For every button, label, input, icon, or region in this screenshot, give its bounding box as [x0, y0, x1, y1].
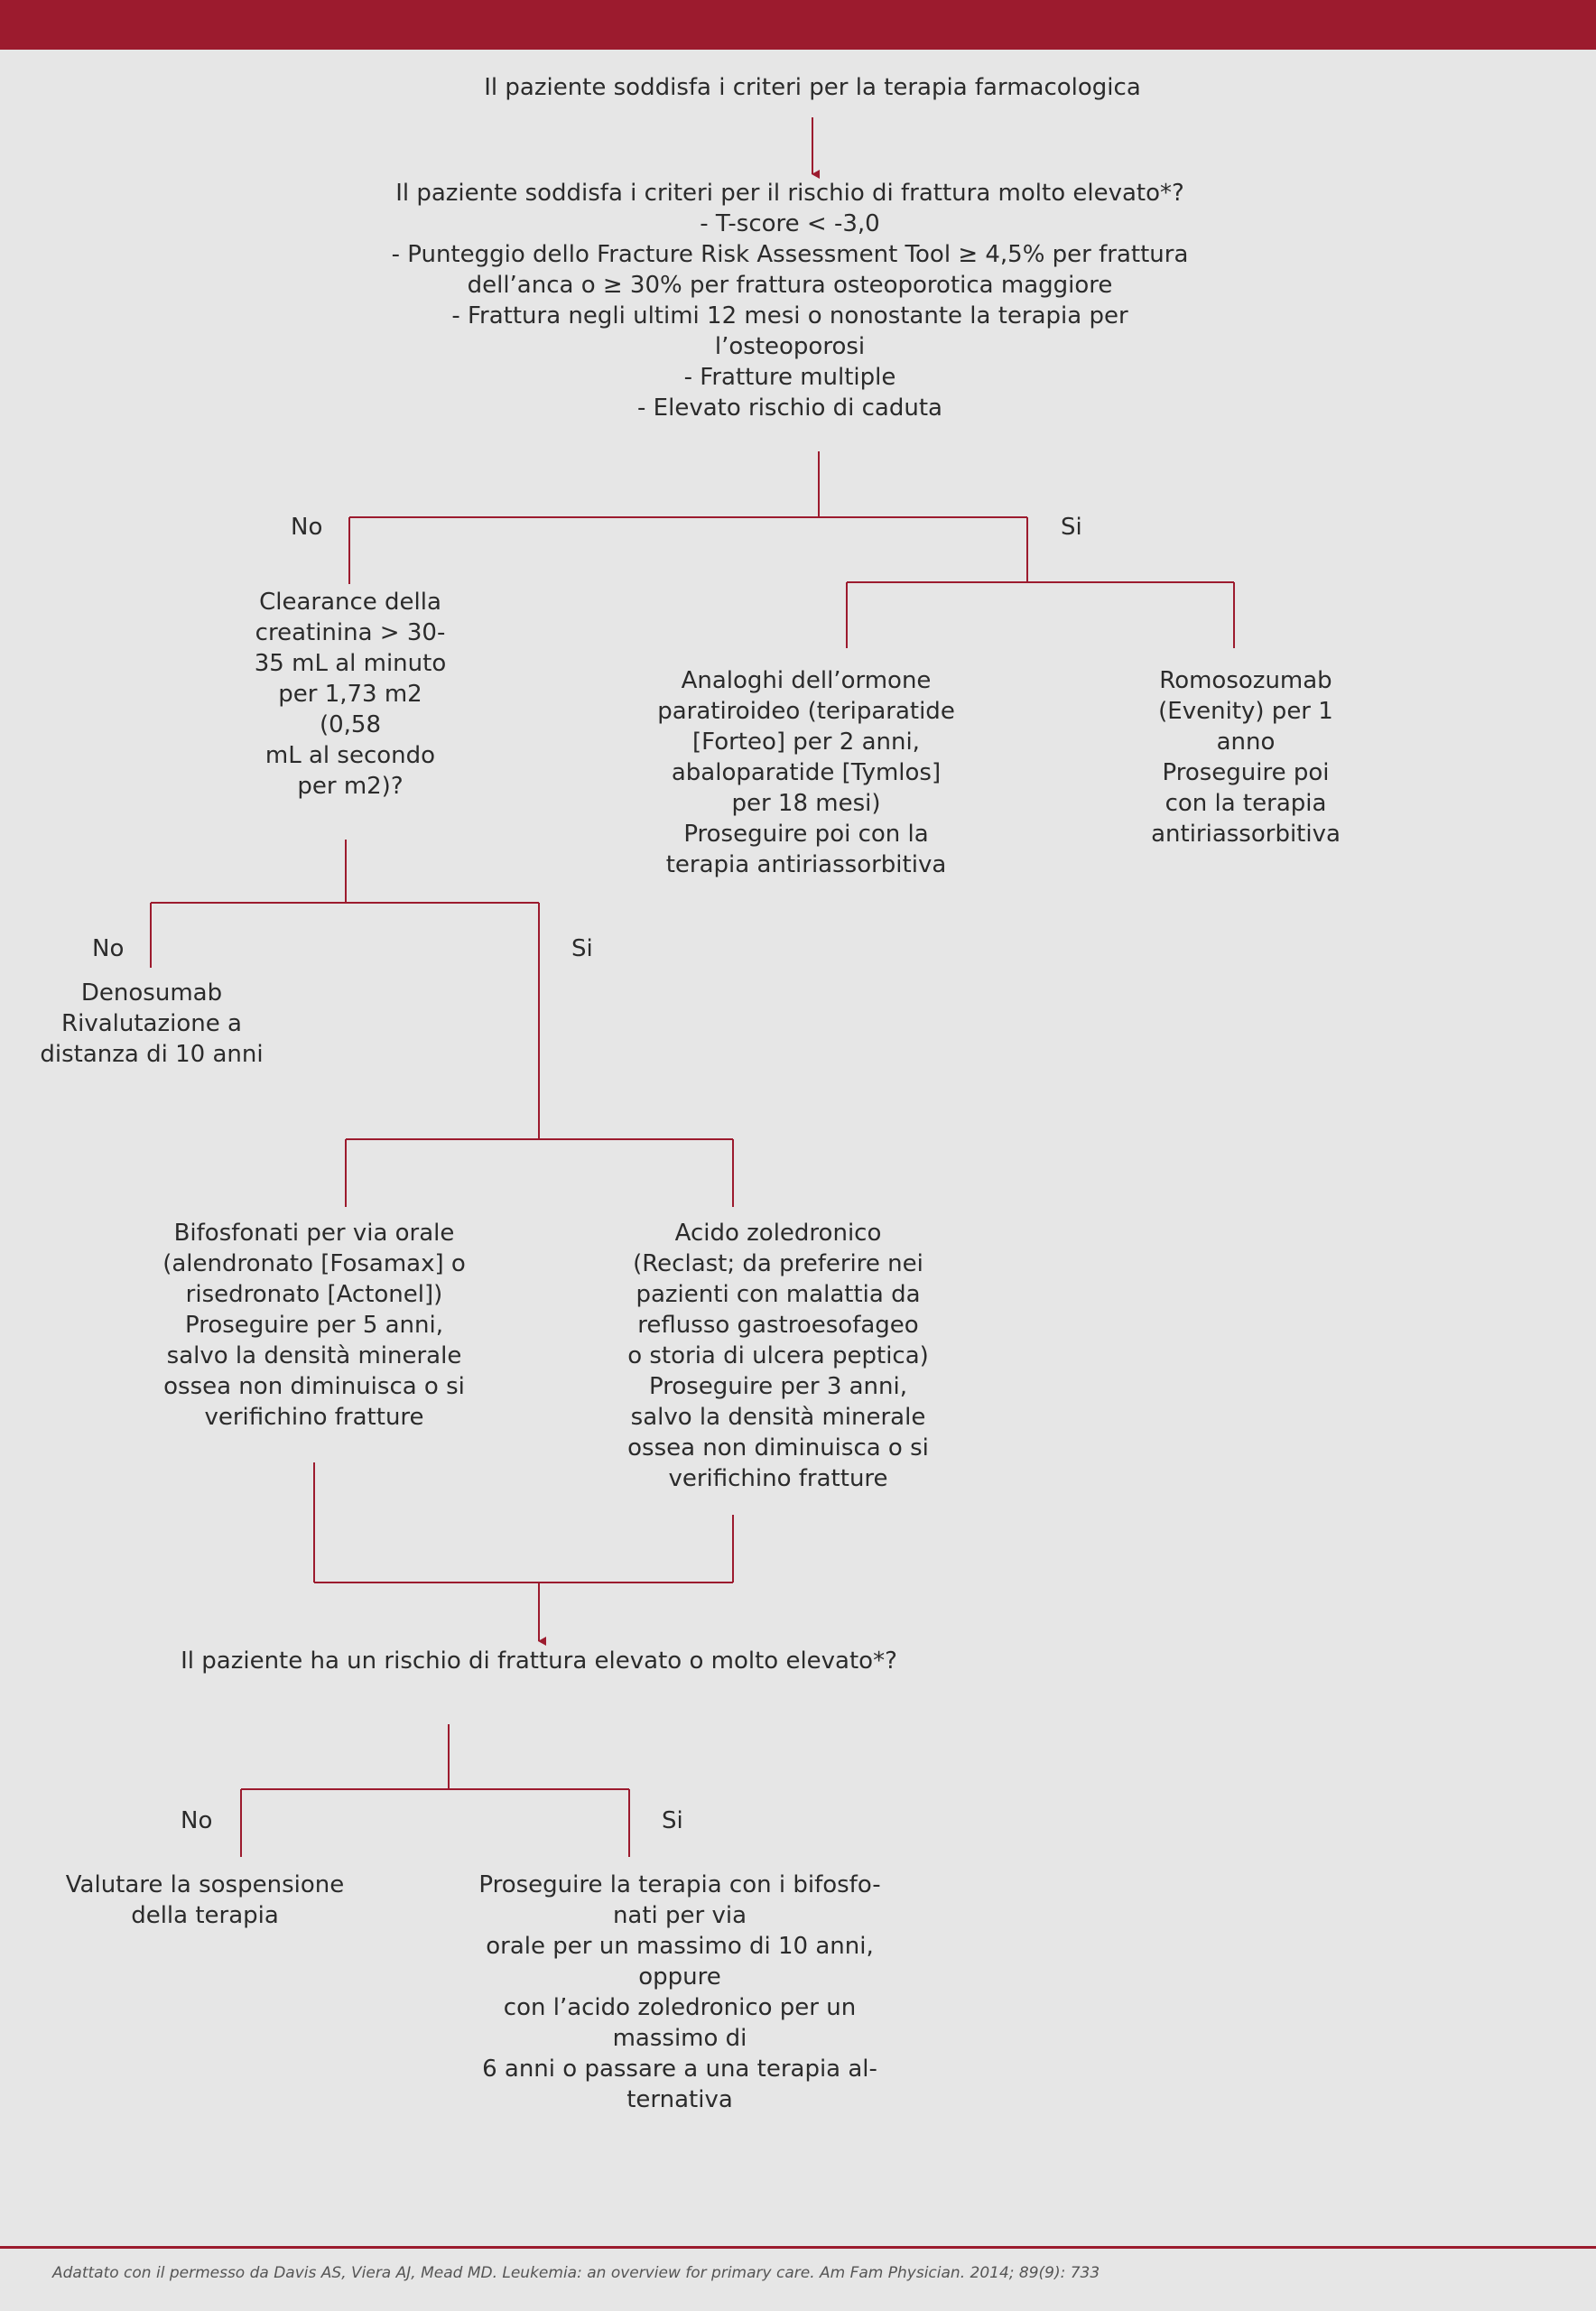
node-text-line: con la terapia — [1165, 790, 1327, 817]
node-text-line: per 18 mesi) — [731, 790, 881, 817]
branch-label-si: Si — [1061, 514, 1082, 541]
branch-label-si: Si — [571, 935, 593, 962]
node-text-line: reflusso gastroesofageo — [637, 1312, 919, 1339]
node-text-line: Proseguire poi con la — [683, 821, 929, 848]
node-text-line: creatinina > 30- — [255, 619, 446, 646]
node-text-line: [Forteo] per 2 anni, — [692, 729, 920, 756]
high-risk-question — [181, 1646, 897, 1676]
node-text-line: verifichino fratture — [668, 1465, 888, 1492]
node-text-line: dell’anca o ≥ 30% per frattura osteoporotica maggiore — [467, 272, 1113, 299]
node-text-line: terapia antiriassorbitiva — [665, 851, 947, 878]
node-text-line: (0,58 — [319, 711, 382, 738]
node-text-line: antiriassorbitiva — [1151, 821, 1341, 848]
suspend-therapy-node — [66, 1870, 344, 1931]
node-text-line: pazienti con malattia da — [636, 1281, 921, 1308]
node-text-line: verifichino fratture — [204, 1404, 424, 1431]
node-text-line: Romosozumab — [1159, 667, 1332, 694]
denosumab-node — [40, 978, 263, 1070]
node-text-line: - Punteggio dello Fracture Risk Assessment Tool ≥ 4,5% per frattura — [391, 241, 1189, 268]
node-text-line: Rivalutazione a — [61, 1010, 242, 1037]
node-text-line: paratiroideo (teriparatide — [657, 698, 955, 725]
node-text-line: 35 mL al minuto — [254, 650, 447, 677]
node-text-line: ossea non diminuisca o si — [627, 1434, 929, 1462]
node-text-line: Proseguire per 5 anni, — [184, 1312, 444, 1339]
node-text-line: ternativa — [626, 2086, 733, 2113]
node-text-line: Il paziente soddisfa i criteri per la terapia farmacologica — [484, 74, 1141, 101]
node-text-line: oppure — [638, 1963, 721, 1991]
node-text-line: Valutare la sospensione — [65, 1871, 345, 1898]
start-node — [484, 72, 1141, 103]
node-text-line: - T-score < -3,0 — [700, 210, 880, 237]
node-text-line: Il paziente ha un rischio di frattura elevato o molto elevato*? — [181, 1647, 897, 1675]
node-text-line: (Evenity) per 1 — [1158, 698, 1333, 725]
node-text-line: Proseguire la terapia con i bifosfo- — [478, 1871, 881, 1898]
node-text-line: massimo di — [612, 2025, 747, 2052]
node-text-line: per m2)? — [297, 773, 404, 800]
node-text-line: nati per via — [612, 1902, 747, 1929]
node-text-line: della terapia — [131, 1902, 279, 1929]
node-text-line: l’osteoporosi — [714, 333, 866, 360]
branch-label-si: Si — [662, 1807, 683, 1834]
node-text-line: abaloparatide [Tymlos] — [671, 759, 942, 786]
node-text-line: per 1,73 m2 — [278, 681, 422, 708]
node-text-line: risedronato [Actonel]) — [185, 1281, 443, 1308]
node-text-line: 6 anni o passare a una terapia al- — [482, 2056, 877, 2083]
romosozumab-node — [1151, 665, 1341, 849]
branch-label-no: No — [92, 935, 125, 962]
node-text-line: anno — [1216, 729, 1276, 756]
node-text-line: - Elevato rischio di caduta — [637, 394, 942, 422]
footer-divider — [0, 2246, 1596, 2249]
node-text-line: Analoghi dell’ormone — [681, 667, 932, 694]
very-high-risk-question — [392, 178, 1189, 423]
node-text-line: con l’acido zoledronico per un — [503, 1994, 857, 2021]
continue-therapy-node — [478, 1870, 880, 2115]
node-text-line: o storia di ulcera peptica) — [627, 1342, 929, 1369]
node-text-line: Denosumab — [80, 979, 223, 1007]
node-text-line: orale per un massimo di 10 anni, — [486, 1933, 874, 1960]
node-text-line: distanza di 10 anni — [40, 1041, 264, 1068]
node-text-line: salvo la densità minerale — [630, 1404, 926, 1431]
node-text-line: - Frattura negli ultimi 12 mesi o nonostante la terapia per — [451, 302, 1128, 329]
node-text-line: Il paziente soddisfa i criteri per il rischio di frattura molto elevato*? — [395, 180, 1184, 207]
node-text-line: Clearance della — [259, 589, 441, 616]
node-text-line: mL al secondo — [264, 742, 436, 769]
branch-label-no: No — [181, 1807, 213, 1834]
oral-bisphosphonates-node — [162, 1218, 466, 1433]
node-text-line: (alendronato [Fosamax] o — [162, 1250, 466, 1277]
node-text-line: Proseguire poi — [1162, 759, 1330, 786]
node-text-line: Proseguire per 3 anni, — [648, 1373, 908, 1400]
node-text-line: salvo la densità minerale — [166, 1342, 462, 1369]
branch-label-no: No — [291, 514, 323, 541]
node-text-line: (Reclast; da preferire nei — [633, 1250, 923, 1277]
node-text-line: - Fratture multiple — [683, 364, 896, 391]
pth-analogs-node — [657, 665, 955, 880]
node-text-line: ossea non diminuisca o si — [163, 1373, 465, 1400]
node-text-line: Acido zoledronico — [674, 1220, 882, 1247]
zoledronic-acid-node — [627, 1218, 929, 1494]
source-citation: Adattato con il permesso da Davis AS, Viera AJ, Mead MD. Leukemia: an overview for primary care. Am Fam Physician. 2014; 89(9): 733 — [52, 2264, 1100, 2282]
node-text-line: Bifosfonati per via orale — [173, 1220, 455, 1247]
creatinine-clearance-question — [255, 587, 446, 802]
